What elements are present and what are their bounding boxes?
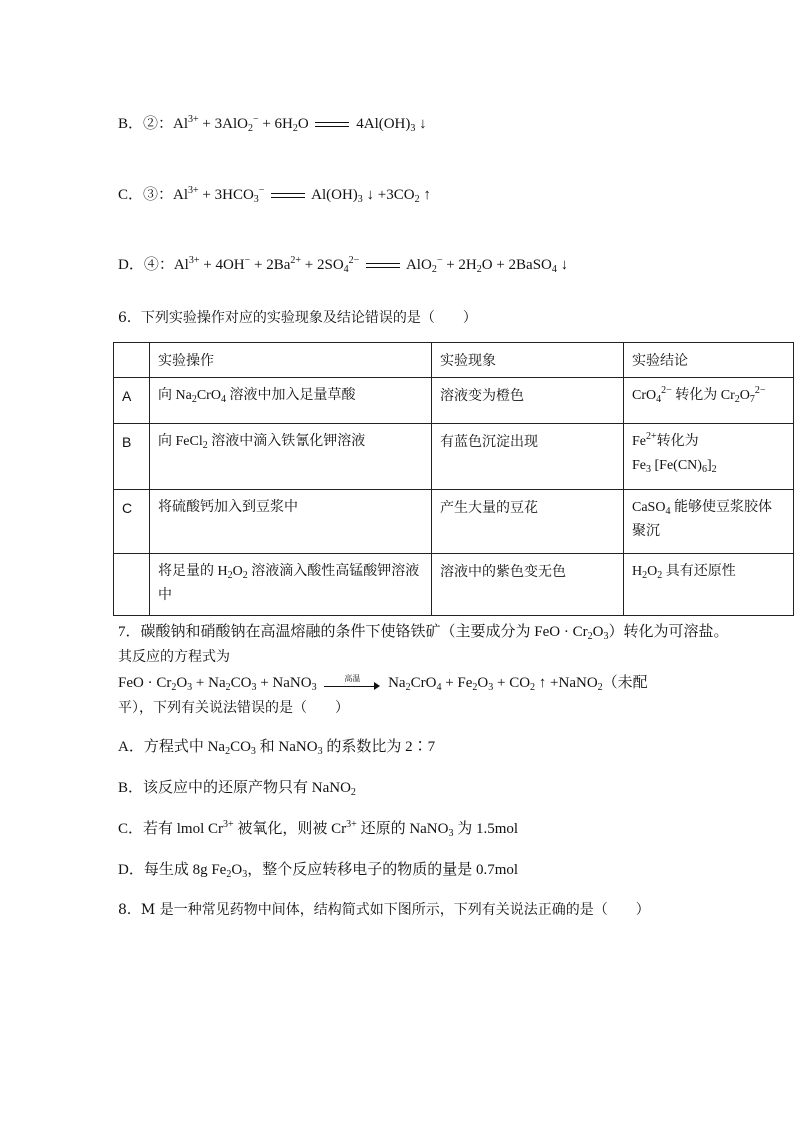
question-7-stem: 7．碳酸钠和硝酸钠在高温熔融的条件下使铬铁矿（主要成分为 FeO · $Cr_2O_3$）转化为可溶盐。 (118, 624, 729, 642)
option-label: B．②： (118, 116, 174, 132)
ionic-equation: $Al^{3+} + 3HCO_3^-$ $Al(OH)_3$ ↓ $+3CO_2$ ↑ (173, 185, 431, 205)
question-8-stem: 8．M 是一种常见药物中间体，结构简式如下图所示，下列有关说法正确的是（ ） (118, 902, 650, 918)
operation-cell: 向 FeCl$_2$ 溶液中滴入铁氰化钾溶液 (150, 424, 432, 490)
phenomenon-cell: 产生大量的豆花 (432, 490, 624, 554)
experiment-table (113, 342, 794, 616)
question-7-intro: 其反应的方程式为 (118, 649, 230, 665)
question-6-stem: 6．下列实验操作对应的实验现象及结论错误的是（ ） (118, 310, 477, 326)
row-id: C (114, 490, 150, 554)
question-7-option-c: C．若有 lmol $Cr^{3+}$ 被氧化，则被 $Cr^{3+}$ 还原的 NaNO$_3$ 为 1.5mol (118, 819, 519, 839)
header-cell: 实验现象 (432, 343, 624, 378)
phenomenon-cell: 有蓝色沉淀出现 (432, 424, 624, 490)
row-id: A (114, 378, 150, 424)
question-7-option-a: A．方程式中 $Na_2CO_3$ 和 NaNO$_3$ 的系数比为 2∶7 (118, 739, 436, 757)
conclusion-cell: CaSO$_4$ 能够使豆浆胶体 聚沉 (624, 490, 794, 554)
ionic-equation: $Al^{3+} + 3AlO_2^- + 6H_2O$ $4Al(OH)_3$ ↓ (173, 114, 427, 134)
table-row (114, 424, 794, 490)
option-label: D．④： (118, 257, 174, 273)
question-7-option-b: B．该反应中的还原产物只有 NaNO$_2$ (118, 780, 356, 798)
option-b (118, 112, 427, 133)
question-7-option-d: D．每生成 8g $Fe_2O_3$，整个反应转移电子的物质的量是 0.7mol (118, 862, 519, 880)
header-cell: 实验操作 (150, 343, 432, 378)
row-id: B (114, 424, 150, 490)
row-id (114, 554, 150, 616)
option-d (118, 253, 568, 274)
table-row (114, 554, 794, 616)
ionic-equation: $Al^{3+} + 4OH^- + 2Ba^{2+} + 2SO_4^{2-}$ $AlO_2^- + 2H_2O$ + 2BaSO$_4$ ↓ (173, 255, 569, 275)
conclusion-cell: $H_2O_2$ 具有还原性 (624, 554, 794, 616)
option-c (118, 183, 431, 204)
operation-cell: 将硫酸钙加入到豆浆中 (150, 490, 432, 554)
table-header-row (114, 343, 794, 378)
phenomenon-cell: 溶液变为橙色 (432, 378, 624, 424)
conclusion-cell: CrO$_4^{2-}$ 转化为 $Cr_2O_7^{2-}$ (624, 378, 794, 424)
header-cell: 实验结论 (624, 343, 794, 378)
phenomenon-cell: 溶液中的紫色变无色 (432, 554, 624, 616)
operation-cell: 将足量的 $H_2O_2$ 溶液滴入酸性高锰酸钾溶液 中 (150, 554, 432, 616)
operation-cell: 向 $Na_2CrO_4$ 溶液中加入足量草酸 (150, 378, 432, 424)
table-row (114, 378, 794, 424)
question-7-prompt: 平），下列有关说法错误的是（ ） (118, 700, 349, 716)
header-cell (114, 343, 150, 378)
conclusion-cell: $Fe^{2+}$转化为 $Fe_3$ $[Fe(CN)_6]_2$ (624, 424, 794, 490)
option-label: C．③： (118, 187, 174, 203)
question-7-equation: FeO · $Cr_2O_3 + Na_2CO_3$ + NaNO$_3$ 高温 $Na_2CrO_4 + Fe_2O_3 + CO_2$ ↑ +NaNO$_2$（未配 (118, 673, 648, 693)
table-row (114, 490, 794, 554)
